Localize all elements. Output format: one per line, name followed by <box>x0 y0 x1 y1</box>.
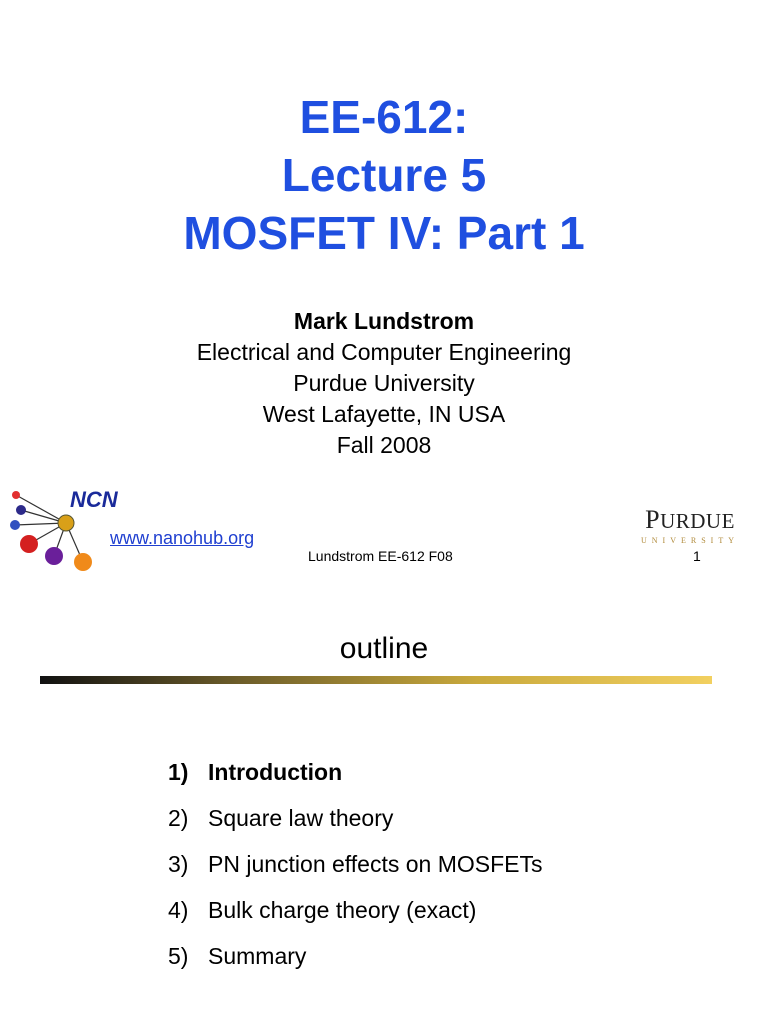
ncn-node <box>45 547 63 565</box>
ncn-label: NCN <box>70 487 118 512</box>
outline-item-1: 1) Introduction <box>168 759 343 785</box>
ncn-node <box>20 535 38 553</box>
outline-item-2: 2) Square law theory <box>168 805 394 831</box>
affiliation-university: Purdue University <box>293 370 475 396</box>
page-number: 1 <box>693 548 701 564</box>
purdue-logo <box>632 506 748 546</box>
semester: Fall 2008 <box>336 432 432 458</box>
ncn-node-hub <box>58 515 74 531</box>
author-name: Mark Lundstrom <box>293 308 475 334</box>
slide-footer: Lundstrom EE-612 F08 <box>308 548 453 564</box>
outline-item-3: 3) PN junction effects on MOSFETs <box>168 851 543 877</box>
title-line-1: EE-612: <box>299 91 469 143</box>
outline-item-5: 5) Summary <box>168 943 307 969</box>
outline-list <box>168 758 543 988</box>
ncn-node <box>16 505 26 515</box>
nanohub-link[interactable]: www.nanohub.org <box>110 528 255 548</box>
ncn-node <box>74 553 92 571</box>
purdue-logo-word: PURDUE <box>645 505 735 534</box>
author-block <box>0 306 768 461</box>
affiliation-department: Electrical and Computer Engineering <box>196 339 572 365</box>
outline-slide <box>0 580 768 1024</box>
ncn-node <box>10 520 20 530</box>
ncn-node <box>12 491 20 499</box>
title-underline-bar <box>40 676 712 684</box>
outline-item-4: 4) Bulk charge theory (exact) <box>168 897 477 923</box>
outline-title: outline <box>339 632 429 665</box>
purdue-logo-subtitle: UNIVERSITY <box>641 536 739 545</box>
title-line-2: Lecture 5 <box>281 149 487 201</box>
title-line-3: MOSFET IV: Part 1 <box>183 207 585 259</box>
slide-title <box>0 88 768 262</box>
affiliation-location: West Lafayette, IN USA <box>262 401 506 427</box>
